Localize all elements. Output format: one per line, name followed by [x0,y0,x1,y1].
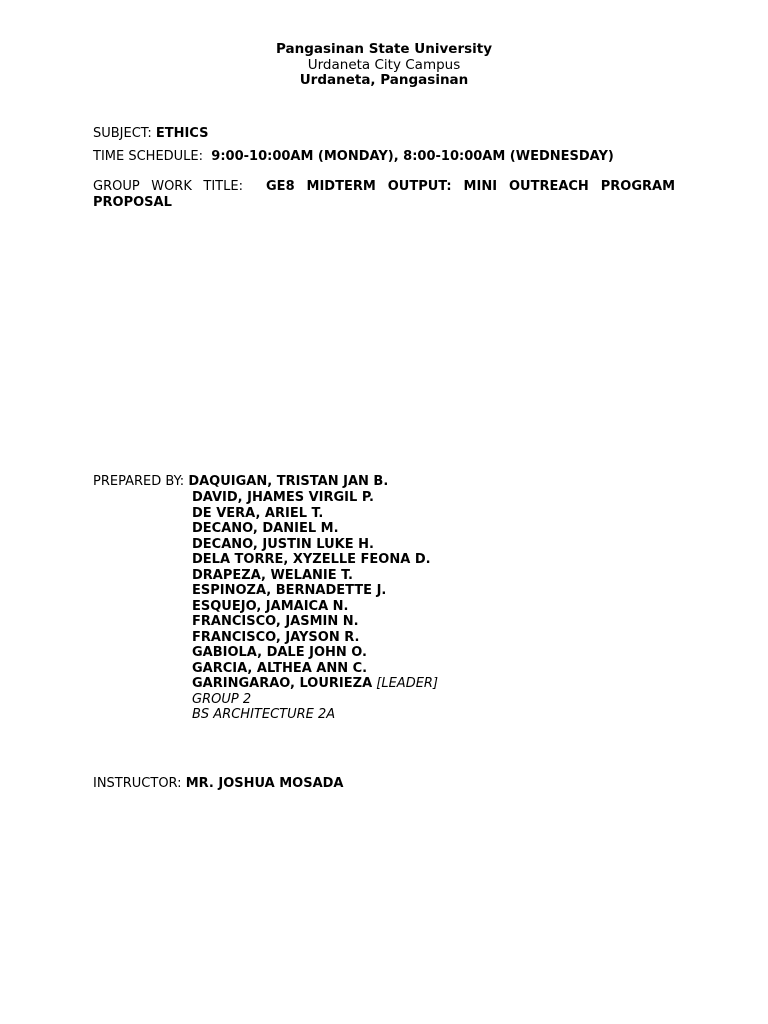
group-work-title [93,179,675,210]
course-section: BS ARCHITECTURE 2A [192,707,336,722]
document-header [0,42,768,89]
instructor-label: INSTRUCTOR: [93,776,182,791]
member-name: ESPINOZA, BERNADETTE J. [192,583,387,598]
member-name: DRAPEZA, WELANIE T. [192,567,353,583]
schedule-value: 9:00-10:00AM (MONDAY), 8:00-10:00AM (WEDNESDAY) [211,149,614,164]
member-name: FRANCISCO, JAYSON R. [192,629,360,645]
schedule-label: TIME SCHEDULE: [93,149,204,164]
schedule-line [93,149,614,165]
group-number: GROUP 2 [192,691,252,707]
subject-line [93,126,208,142]
member-name: ESQUEJO, JAMAICA N. [192,598,349,614]
leader-name: GARINGARAO, LOURIEZA [192,676,373,691]
leader-line [192,676,438,692]
subject-label: SUBJECT: [93,126,152,141]
member-name: GABIOLA, DALE JOHN O. [192,645,367,660]
member-name: DECANO, DANIEL M. [192,521,339,536]
group-work-label: GROUP WORK TITLE: [93,179,243,194]
member-name: GARCIA, ALTHEA ANN C. [192,660,368,676]
member-name: DELA TORRE, XYZELLE FEONA D. [192,552,431,567]
prepared-by-line [93,474,388,490]
member-name: FRANCISCO, JASMIN N. [192,614,359,629]
member-list [192,490,438,723]
campus-location: Urdaneta, Pangasinan [299,72,469,88]
instructor-line [93,776,344,792]
campus-name: Urdaneta City Campus [307,56,461,73]
instructor-name: MR. JOSHUA MOSADA [185,776,344,791]
member-name: DAVID, JHAMES VIRGIL P. [192,490,374,505]
university-name: Pangasinan State University [275,41,493,57]
member-name: DECANO, JUSTIN LUKE H. [192,536,374,552]
prepared-by-label: PREPARED BY: [93,474,185,489]
member-name: DE VERA, ARIEL T. [192,505,324,521]
member-name: DAQUIGAN, TRISTAN JAN B. [188,474,389,489]
group-work-value: GE8 MIDTERM OUTPUT: MINI OUTREACH PROGRAM PROPOSAL [93,179,675,210]
leader-tag: [LEADER] [376,676,439,691]
subject-value: ETHICS [155,126,209,141]
